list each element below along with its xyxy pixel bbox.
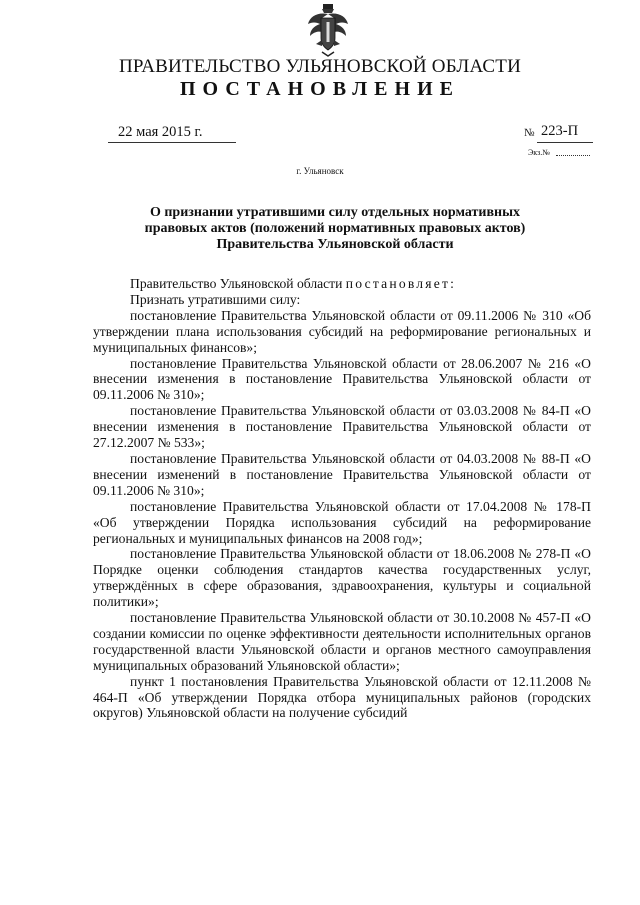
- decree-title: ПОСТАНОВЛЕНИЕ: [180, 78, 460, 100]
- repealed-item: постановление Правительства Ульяновской области от 09.11.2006 № 310 «Об утверждении плана использования субсидий на реформирование региональных и муниципальных финансов»;: [93, 307, 591, 355]
- number-underline: [537, 142, 593, 143]
- coat-of-arms-icon: [306, 4, 350, 58]
- subject-line: правовых актов (положений нормативных правовых актов): [144, 221, 526, 236]
- subject-line: О признании утратившими силу отдельных нормативных: [149, 205, 521, 220]
- repealed-item: постановление Правительства Ульяновской области от 17.04.2008 № 178-П «Об утверждении Порядка использования субсидий на реформирование региональных и муниципальных финансов на 2008 год»;: [93, 498, 591, 546]
- decree-number: 223-П: [541, 123, 579, 139]
- intro-paragraph: Правительство Ульяновской области постановляет:: [130, 276, 454, 291]
- date-underline: [108, 142, 236, 143]
- repealed-item: постановление Правительства Ульяновской области от 28.06.2007 № 216 «О внесении изменения в постановление Правительства Ульяновской области от 09.11.2006 № 310»;: [93, 355, 591, 403]
- copy-number-line: [556, 155, 590, 156]
- declare-paragraph: Признать утратившими силу:: [130, 291, 301, 307]
- decree-body: [93, 276, 591, 721]
- repealed-item: постановление Правительства Ульяновской области от 30.10.2008 № 457-П «О создании комиссии по оценке эффективности деятельности исполнительных органов государственной власти Ульяновской области и органов местного самоуправления муниципальных образований Ульяновской области»;: [93, 610, 591, 673]
- decree-subject: [100, 205, 570, 253]
- repealed-item: постановление Правительства Ульяновской области от 03.03.2008 № 84-П «О внесении изменения в постановление Правительства Ульяновской области от 27.12.2007 № 533»;: [93, 403, 591, 451]
- decree-date: 22 мая 2015 г.: [118, 124, 203, 140]
- copy-number-label: Экз.№: [528, 148, 550, 157]
- resolves-word: постановляет: [345, 276, 451, 291]
- government-title: ПРАВИТЕЛЬСТВО УЛЬЯНОВСКОЙ ОБЛАСТИ: [118, 56, 522, 77]
- repealed-item: постановление Правительства Ульяновской области от 18.06.2008 № 278-П «О Порядке оценки соблюдения стандартов качества государственных услуг, утверждённых в сфере образования, здравоохранения, культуры и социальной политики»;: [93, 546, 591, 610]
- repealed-item: постановление Правительства Ульяновской области от 04.03.2008 № 88-П «О внесении изменений в постановление Правительства Ульяновской области от 09.11.2006 № 310»;: [93, 450, 591, 498]
- repealed-item: пункт 1 постановления Правительства Ульяновской области от 12.11.2008 № 464-П «Об утверждении Порядка отбора муниципальных районов (городских округов) Ульяновской области на получение субсидий: [93, 673, 591, 721]
- city: г. Ульяновск: [296, 166, 344, 176]
- subject-line: Правительства Ульяновской области: [216, 237, 454, 252]
- number-sign: №: [524, 127, 535, 139]
